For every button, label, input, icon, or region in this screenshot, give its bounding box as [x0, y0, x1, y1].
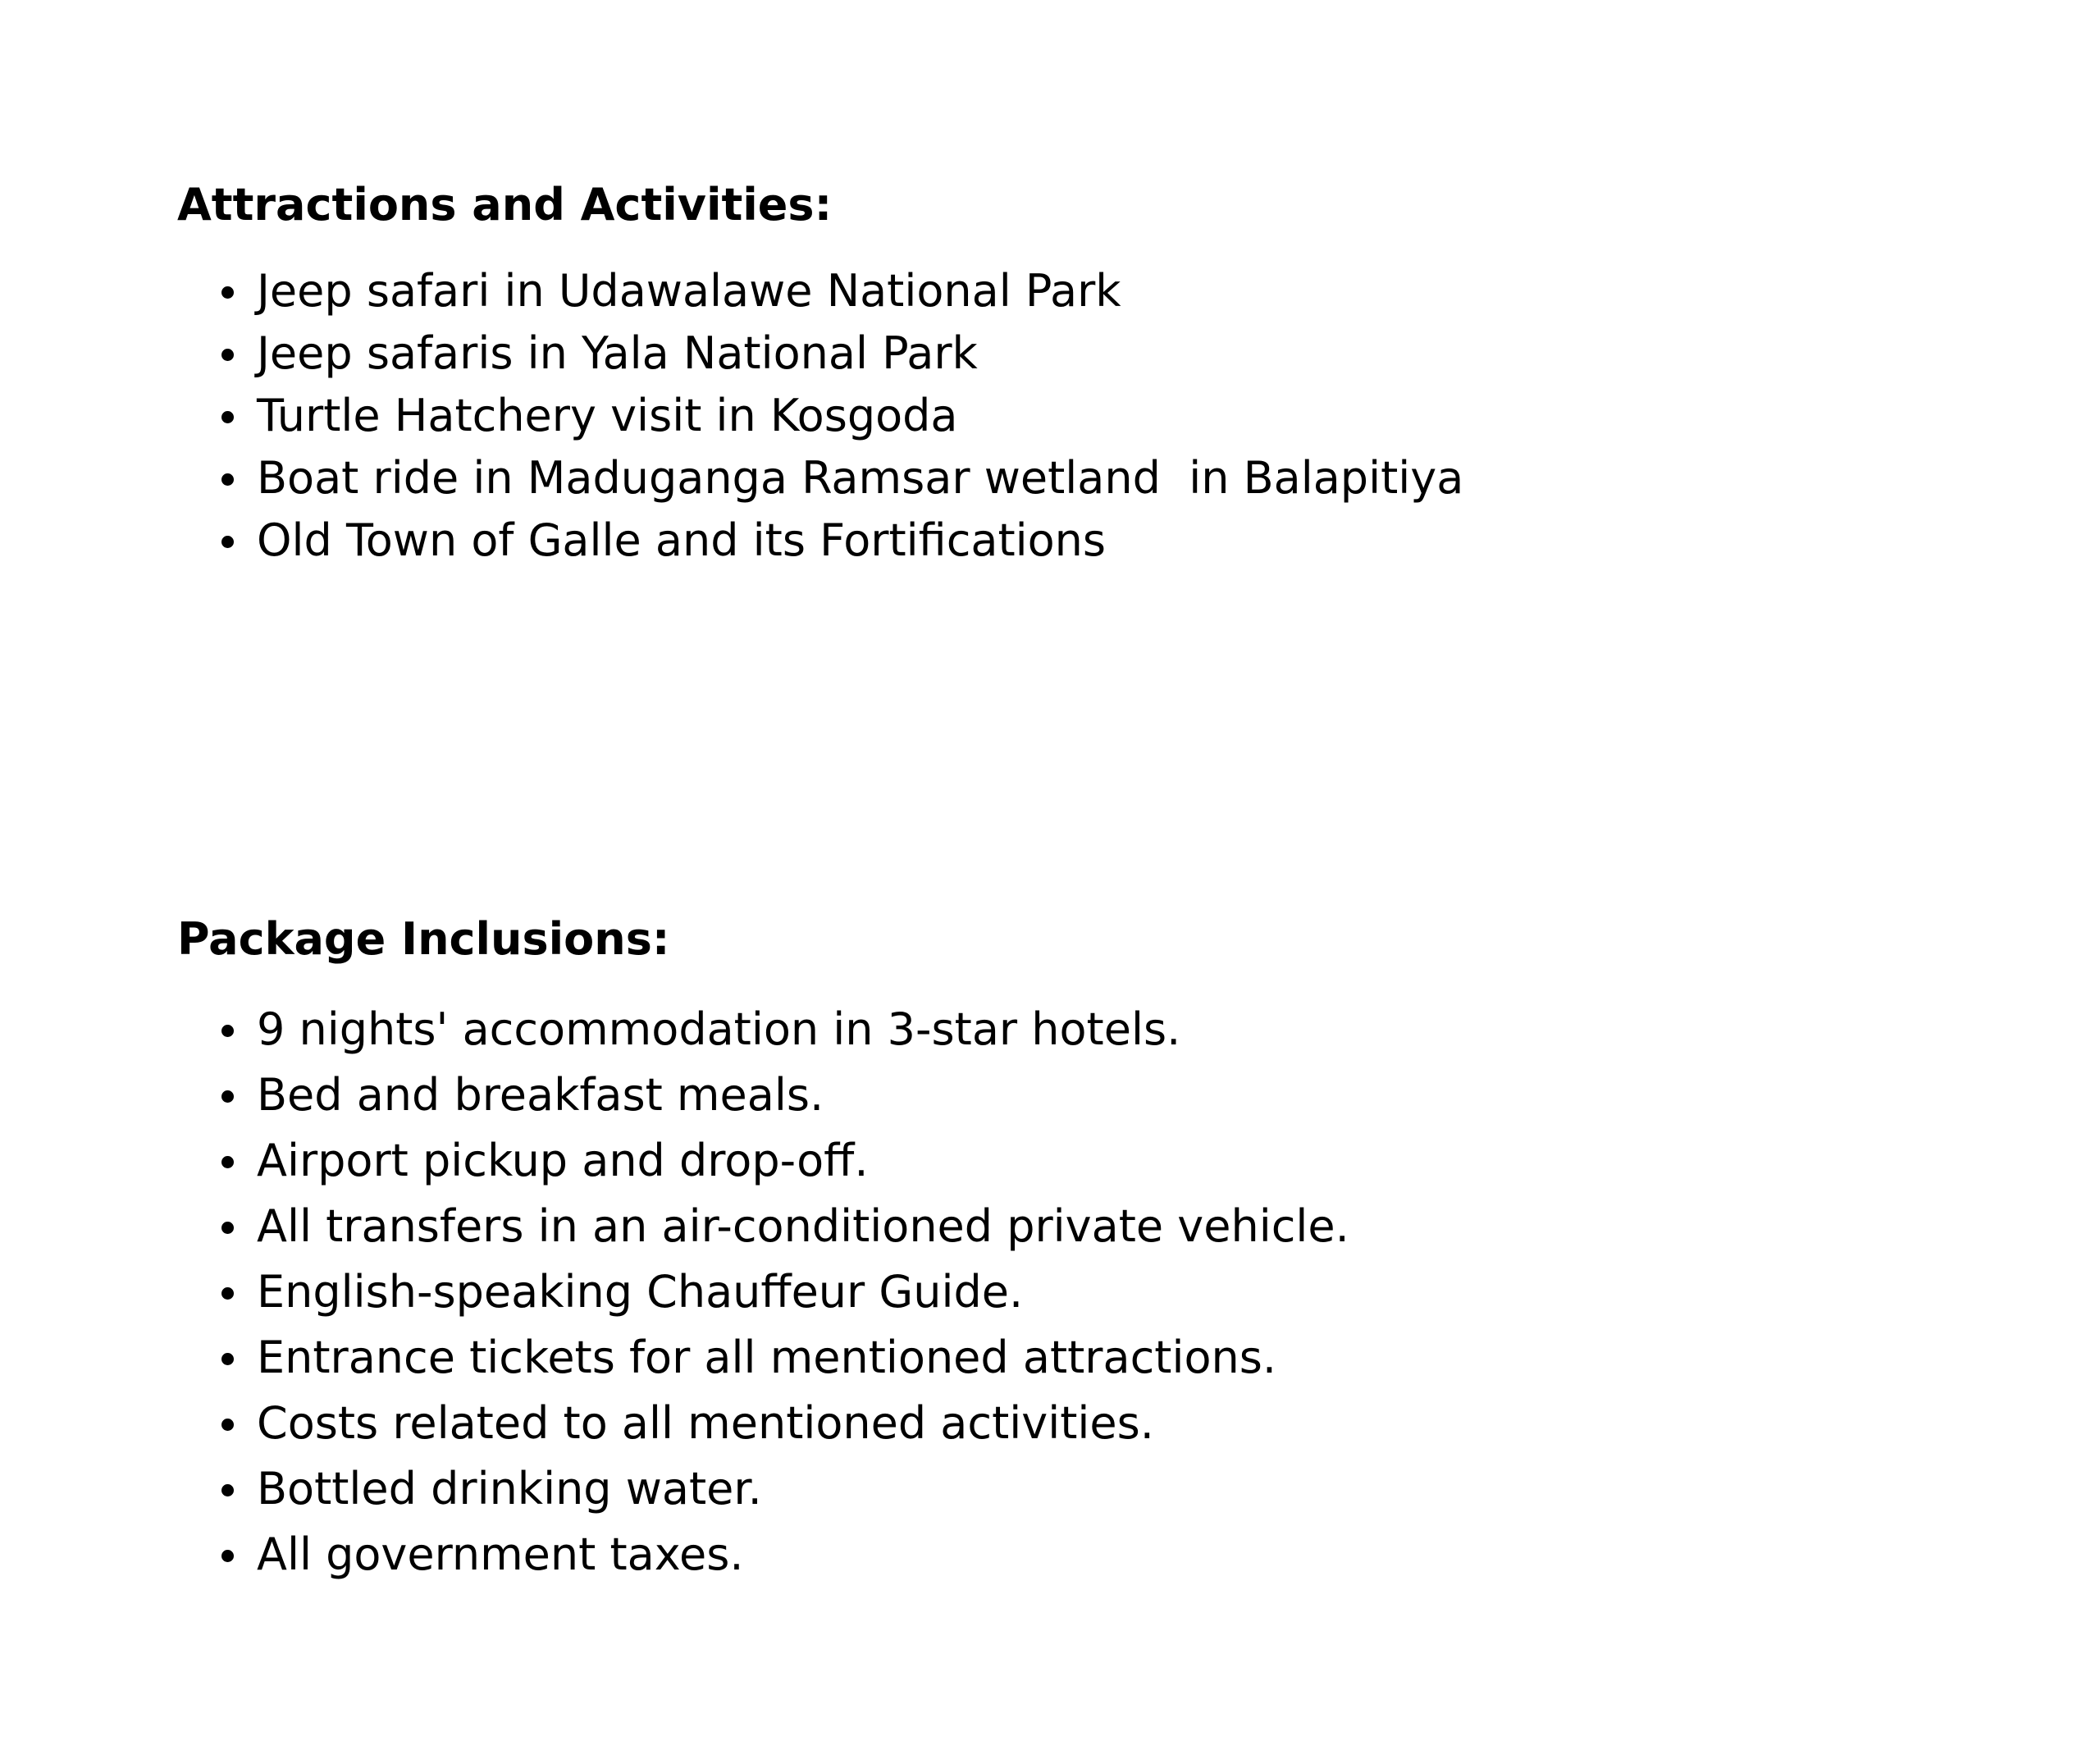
- inclusion-item: [177, 1128, 1349, 1194]
- attraction-item-text: Turtle Hatchery visit in Kosgoda: [257, 390, 958, 441]
- attraction-item: [177, 322, 1463, 385]
- bullet-icon: [221, 1353, 234, 1365]
- inclusion-item: [177, 1325, 1349, 1391]
- attractions-list: [177, 260, 1463, 572]
- attraction-item: [177, 260, 1463, 322]
- bullet-icon: [221, 1090, 234, 1103]
- attraction-item: [177, 509, 1463, 572]
- attraction-item-text: Old Town of Galle and its Fortifications: [257, 514, 1107, 566]
- inclusion-item: [177, 1194, 1349, 1259]
- bullet-icon: [221, 1156, 234, 1168]
- attraction-item-text: Jeep safaris in Yala National Park: [257, 327, 978, 379]
- bullet-icon: [221, 1484, 234, 1496]
- bullet-icon: [221, 1025, 234, 1037]
- bullet-icon: [221, 411, 234, 423]
- bullet-icon: [221, 473, 234, 486]
- inclusion-item-text: All government taxes.: [257, 1528, 744, 1580]
- bullet-icon: [221, 1550, 234, 1562]
- inclusion-item: [177, 1259, 1349, 1325]
- inclusion-item-text: Bottled drinking water.: [257, 1463, 762, 1515]
- attraction-item-text: Jeep safari in Udawalawe National Park: [257, 265, 1121, 317]
- inclusion-item-text: All transfers in an air-conditioned private vehicle.: [257, 1200, 1349, 1252]
- attractions-section: [177, 172, 1463, 572]
- bullet-icon: [221, 536, 234, 548]
- inclusion-item-text: Entrance tickets for all mentioned attractions.: [257, 1332, 1277, 1383]
- attraction-item-text: Boat ride in Maduganga Ramsar wetland in Balapitiya: [257, 452, 1464, 504]
- attraction-item: [177, 447, 1463, 509]
- bullet-icon: [221, 349, 234, 361]
- inclusion-item: [177, 997, 1349, 1062]
- bullet-icon: [221, 286, 234, 299]
- bullet-icon: [221, 1419, 234, 1431]
- inclusion-item: [177, 1062, 1349, 1128]
- bullet-icon: [221, 1287, 234, 1300]
- attraction-item: [177, 385, 1463, 447]
- inclusion-item-text: Bed and breakfast meals.: [257, 1069, 824, 1121]
- inclusion-item-text: Costs related to all mentioned activities.: [257, 1397, 1154, 1449]
- inclusions-heading: Package Inclusions:: [177, 913, 670, 965]
- attractions-heading: Attractions and Activities:: [177, 179, 833, 231]
- bullet-icon: [221, 1222, 234, 1234]
- inclusion-item-text: 9 nights' accommodation in 3-star hotels.: [257, 1003, 1181, 1055]
- inclusion-item-text: Airport pickup and drop-off.: [257, 1135, 869, 1186]
- inclusion-item-text: English-speaking Chauffeur Guide.: [257, 1266, 1024, 1318]
- inclusion-item: [177, 1391, 1349, 1456]
- inclusions-list: [177, 997, 1349, 1588]
- inclusion-item: [177, 1456, 1349, 1522]
- inclusions-section: [177, 907, 1349, 1588]
- inclusion-item: [177, 1522, 1349, 1588]
